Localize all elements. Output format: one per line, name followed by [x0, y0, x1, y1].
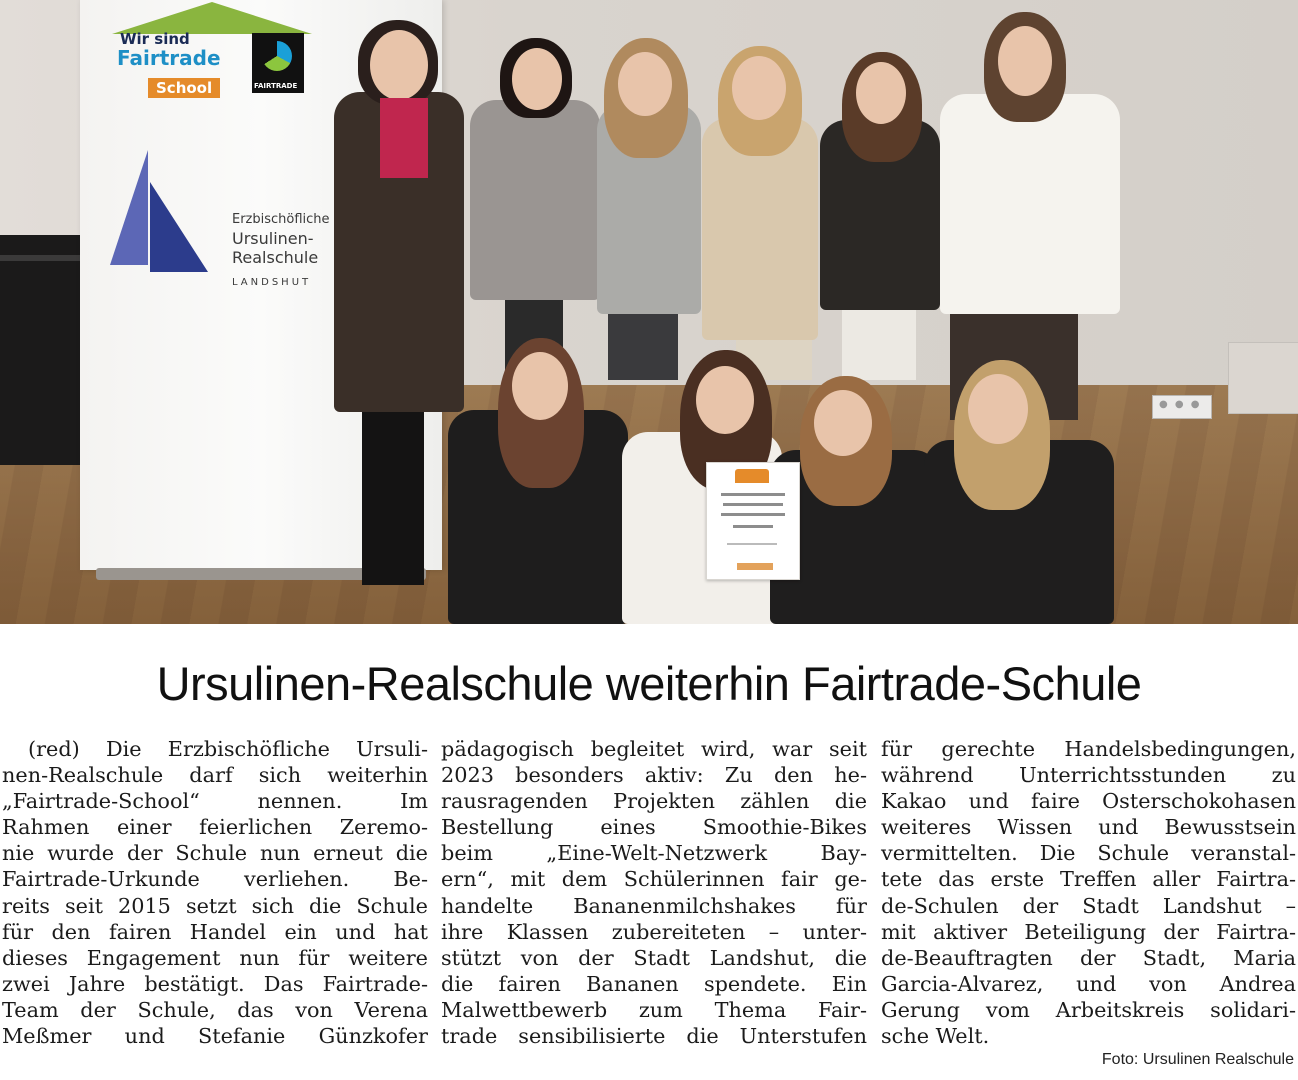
- article-line: (red) Die Erzbischöfliche Ursuli-: [28, 737, 428, 761]
- school-name-line3: Realschule: [232, 248, 319, 267]
- article-line: zwei Jahre bestätigt. Das Fairtrade-: [2, 971, 428, 996]
- fairtrade-mark-label: FAIRTRADE: [254, 82, 298, 90]
- article-line: ihre Klassen zubereiteten – unter-: [441, 919, 867, 944]
- article-line: nie wurde der Schule nun erneut die: [2, 841, 428, 866]
- article-line: die fairen Bananen spendete. Ein: [441, 971, 867, 996]
- article-line: mit aktiver Beteiligung der Fairtra-: [881, 919, 1296, 944]
- article-line: handelte Bananenmilchshakes für: [441, 893, 867, 918]
- article-line: während Unterrichtsstunden zu: [881, 763, 1296, 788]
- school-name-line2: Ursulinen-: [232, 229, 314, 248]
- school-name-banner: [232, 210, 330, 292]
- article-column-2: [441, 736, 867, 1049]
- article-line: Rahmen einer feierlichen Zeremo-: [2, 815, 428, 840]
- article-line: 2023 besonders aktiv: Zu den he-: [441, 763, 867, 788]
- article-line: pädagogisch begleitet wird, war seit: [441, 737, 867, 761]
- photo-credit: Foto: Ursulinen Realschule: [1101, 1051, 1294, 1068]
- article-line: stützt von der Stadt Landshut, die: [441, 945, 867, 970]
- article-line: trade sensibilisierte die Unterstufen: [441, 1024, 867, 1049]
- article-line: Garcia-Alvarez, und von Andrea: [881, 971, 1296, 996]
- article-line: Bestellung eines Smoothie-Bikes: [441, 815, 867, 840]
- article-line: Malwettbewerb zum Thema Fair-: [441, 997, 867, 1022]
- logo-text-line3: School: [148, 78, 220, 98]
- article-line: nen-Realschule darf sich weiterhin: [2, 763, 428, 788]
- school-name-line1: Erzbischöfliche: [232, 212, 330, 227]
- article-line: sche Welt.: [881, 1024, 990, 1049]
- article-line: „Fairtrade-School“ nennen. Im: [2, 789, 428, 814]
- logo-text-line2: Fairtrade: [117, 46, 221, 70]
- article-line: de-Schulen der Stadt Landshut –: [881, 893, 1296, 918]
- article-line: weiteres Wissen und Bewusstsein: [881, 815, 1296, 840]
- article-line: Kakao und faire Osterschokohasen: [881, 789, 1296, 814]
- article-line: Gerung vom Arbeitskreis solidari-: [881, 997, 1296, 1022]
- article-line: de-Beauftragten der Stadt, Maria: [881, 945, 1296, 970]
- school-name-line4: LANDSHUT: [232, 277, 312, 288]
- article-line: ern“, mit dem Schülerinnen fair ge-: [441, 867, 867, 892]
- power-outlet: [1152, 395, 1212, 419]
- article-line: Meßmer und Stefanie Günzkofer: [2, 1024, 428, 1049]
- article-line: beim „Eine-Welt-Netzwerk Bay-: [441, 841, 867, 866]
- article-headline: Ursulinen-Realschule weiterhin Fairtrade-Schule: [156, 657, 1142, 710]
- article-line: für gerechte Handelsbedingungen,: [881, 737, 1296, 761]
- article-line: tete das erste Treffen aller Fairtra-: [881, 867, 1296, 892]
- sail-logo-icon-2: [150, 182, 208, 272]
- article-column-1: [2, 736, 428, 1049]
- article-column-3: [881, 736, 1296, 1049]
- logo-text-line1: Wir sind: [120, 30, 190, 48]
- wall-panel: [1228, 342, 1298, 414]
- fairtrade-certificate: [706, 462, 800, 580]
- article-line: dieses Engagement nun für weitere: [2, 945, 428, 970]
- sail-logo-icon: [110, 150, 148, 265]
- article-line: vermittelten. Die Schule veranstal-: [881, 841, 1296, 866]
- article-line: für den fairen Handel ein und hat: [2, 919, 428, 944]
- article-line: rausragenden Projekten zählen die: [441, 789, 867, 814]
- piano: [0, 235, 90, 465]
- article-line: reits seit 2015 setzt sich die Schule: [2, 893, 428, 918]
- article-line: Team der Schule, das von Verena: [2, 997, 428, 1022]
- article-line: Fairtrade-Urkunde verliehen. Be-: [2, 867, 428, 892]
